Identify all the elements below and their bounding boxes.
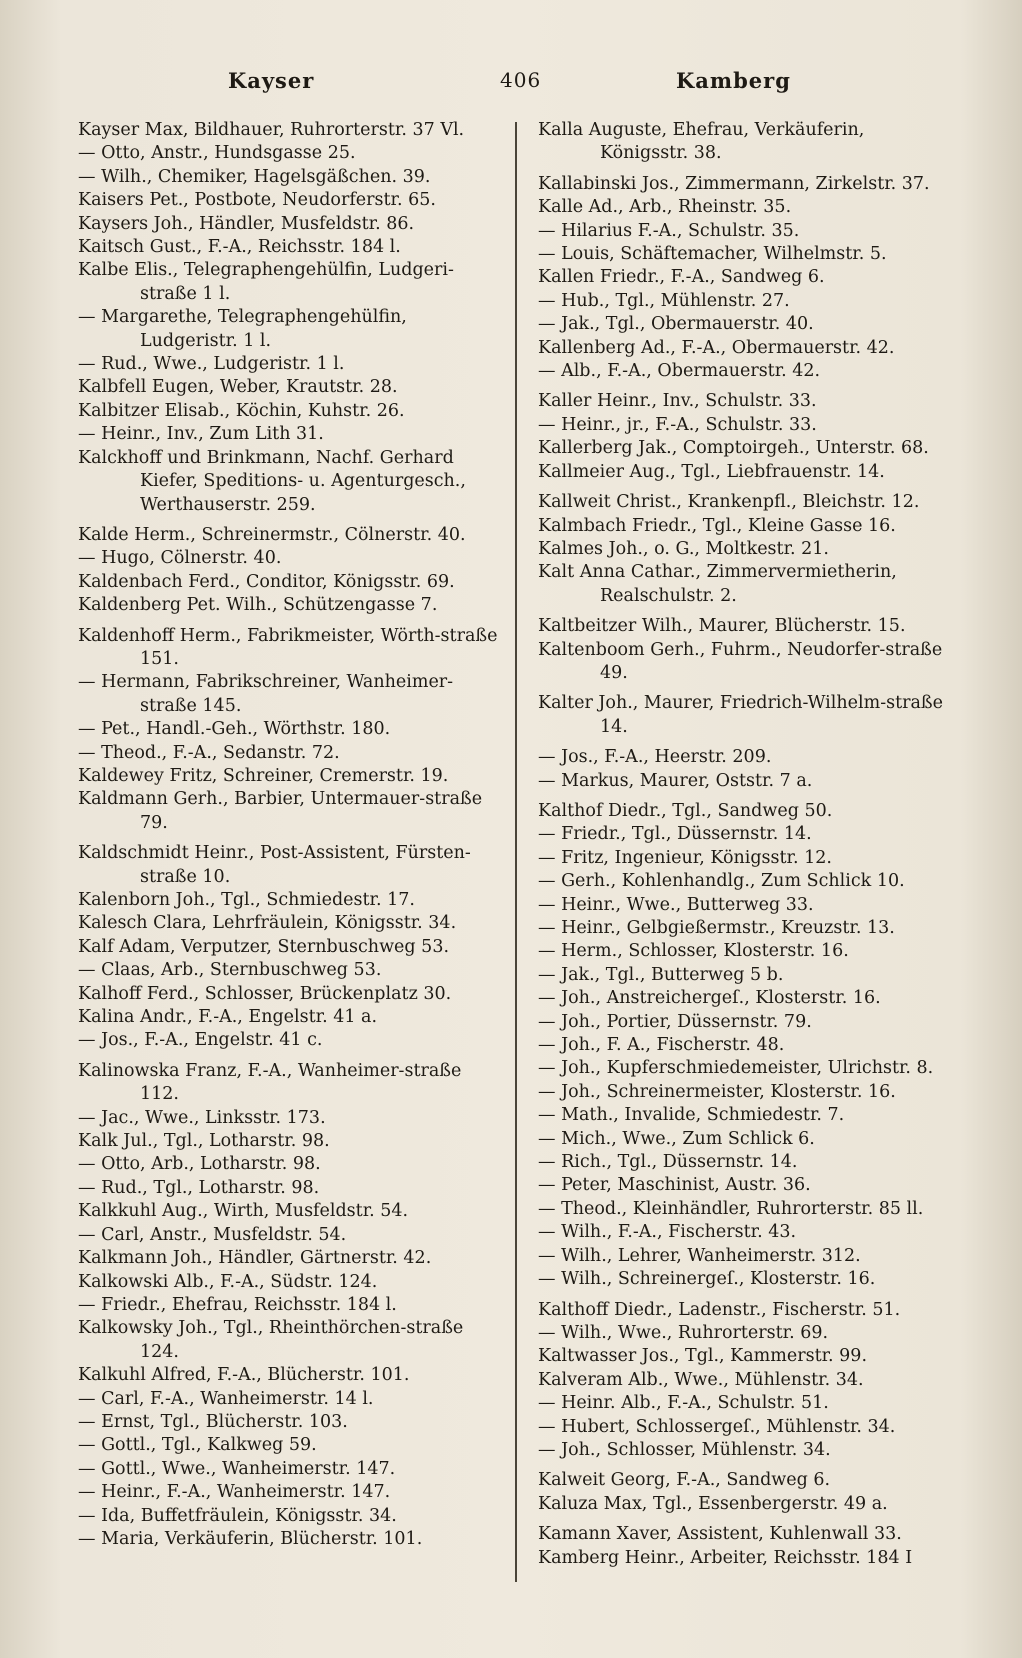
directory-entry: Kalkkuhl Aug., Wirth, Musfeldstr. 54. [78, 1201, 409, 1222]
directory-entry: — Joh., Schreinermeister, Klosterstr. 16. [538, 1081, 896, 1102]
directory-entry: Kaldschmidt Heinr., Post-Assistent, Fürsten-straße 10. [78, 843, 471, 887]
directory-entry: Kalbitzer Elisab., Köchin, Kuhstr. 26. [78, 400, 405, 421]
directory-entry: — Joh., Schlosser, Mühlenstr. 34. [538, 1439, 831, 1460]
directory-entry: Kallen Friedr., F.-A., Sandweg 6. [538, 267, 825, 288]
directory-entry: Kaldmann Gerh., Barbier, Untermauer-straße 79. [78, 789, 483, 833]
directory-entry: — Margarethe, Telegraphengehülfin, Ludgeristr. 1 l. [78, 307, 407, 351]
directory-entry: — Joh., Portier, Düssernstr. 79. [538, 1011, 812, 1032]
directory-entry: — Hilarius F.-A., Schulstr. 35. [538, 220, 800, 241]
directory-entry: — Carl, F.-A., Wanheimerstr. 14 l. [78, 1388, 374, 1409]
directory-entry: — Math., Invalide, Schmiedestr. 7. [538, 1105, 845, 1126]
directory-entry: — Claas, Arb., Sternbuschweg 53. [78, 960, 382, 981]
directory-entry: — Jos., F.-A., Heerstr. 209. [538, 747, 772, 768]
directory-entry: — Rud., Wwe., Ludgeristr. 1 l. [78, 354, 345, 375]
directory-entry: — Peter, Maschinist, Austr. 36. [538, 1175, 811, 1196]
directory-entry: — Otto, Arb., Lotharstr. 98. [78, 1154, 321, 1175]
directory-entry: Kalbfell Eugen, Weber, Krautstr. 28. [78, 377, 398, 398]
directory-entry: Kalina Andr., F.-A., Engelstr. 41 a. [78, 1007, 378, 1028]
directory-entry: Kaldewey Fritz, Schreiner, Cremerstr. 19. [78, 765, 449, 786]
directory-entry: Kalweit Georg, F.-A., Sandweg 6. [538, 1470, 831, 1491]
directory-entry: — Louis, Schäftemacher, Wilhelmstr. 5. [538, 244, 887, 265]
directory-entry: — Wilh., F.-A., Fischerstr. 43. [538, 1222, 797, 1243]
directory-entry: — Jos., F.-A., Engelstr. 41 c. [78, 1030, 323, 1051]
column-divider [515, 122, 517, 1582]
directory-entry: Kallerberg Jak., Comptoirgeh., Unterstr. 68. [538, 438, 929, 459]
directory-entry: — Hermann, Fabrikschreiner, Wanheimer-straße 145. [78, 672, 454, 716]
directory-entry: Kalthof Diedr., Tgl., Sandweg 50. [538, 800, 833, 821]
directory-entry: — Heinr., Gelbgießermstr., Kreuzstr. 13. [538, 918, 895, 938]
directory-entry: Kaller Heinr., Inv., Schulstr. 33. [538, 391, 817, 412]
directory-entry: Kaluza Max, Tgl., Essenbergerstr. 49 a. [538, 1493, 888, 1514]
directory-entry: Kalde Herm., Schreinermstr., Cölnerstr. 40. [78, 524, 466, 545]
directory-entry: Kalt Anna Cathar., Zimmervermietherin, Realschulstr. 2. [538, 562, 897, 606]
directory-entry: Kalk Jul., Tgl., Lotharstr. 98. [78, 1131, 330, 1152]
directory-entry: Kamann Xaver, Assistent, Kuhlenwall 33. [538, 1524, 902, 1545]
directory-entry: Kalle Ad., Arb., Rheinstr. 35. [538, 197, 792, 218]
directory-entry: — Herm., Schlosser, Klosterstr. 16. [538, 941, 849, 962]
directory-entry: — Maria, Verkäuferin, Blücherstr. 101. [78, 1528, 423, 1549]
header-left-word: Kayser [228, 68, 315, 93]
directory-entry: — Rich., Tgl., Düssernstr. 14. [538, 1152, 798, 1173]
directory-entry: — Pet., Handl.-Geh., Wörthstr. 180. [78, 719, 391, 740]
directory-entry: — Joh., F. A., Fischerstr. 48. [538, 1035, 785, 1056]
directory-entry: Kallmeier Aug., Tgl., Liebfrauenstr. 14. [538, 461, 885, 482]
directory-entry: Kalkowsky Joh., Tgl., Rheinthörchen-straße 124. [78, 1318, 464, 1362]
right-column [538, 119, 958, 1570]
directory-entry: Kaitsch Gust., F.-A., Reichsstr. 184 l. [78, 237, 401, 258]
directory-entry: — Gerh., Kohlenhandlg., Zum Schlick 10. [538, 871, 905, 892]
directory-entry: Kamberg Heinr., Arbeiter, Reichsstr. 184 I [538, 1547, 913, 1568]
left-column [78, 119, 498, 1551]
directory-entry: Kaisers Pet., Postbote, Neudorferstr. 65. [78, 190, 436, 211]
directory-entry: — Carl, Anstr., Musfeldstr. 54. [78, 1224, 347, 1245]
directory-entry: — Joh., Kupferschmiedemeister, Ulrichstr. 8. [538, 1058, 934, 1079]
directory-entry: Kalveram Alb., Wwe., Mühlenstr. 34. [538, 1369, 864, 1390]
directory-entry: Kaldenberg Pet. Wilh., Schützengasse 7. [78, 595, 438, 616]
directory-entry: Kalesch Clara, Lehrfräulein, Königsstr. 34. [78, 913, 457, 934]
directory-entry: — Theod., F.-A., Sedanstr. 72. [78, 742, 340, 763]
directory-entry: — Hub., Tgl., Mühlenstr. 27. [538, 290, 790, 311]
directory-entry: Kalenborn Joh., Tgl., Schmiedestr. 17. [78, 890, 415, 910]
directory-entry: — Mich., Wwe., Zum Schlick 6. [538, 1128, 815, 1149]
directory-entry: Kalckhoff und Brinkmann, Nachf. Gerhard Kiefer, Speditions- u. Agenturgesch., Werthauserstr. 259. [78, 447, 466, 515]
directory-entry: — Joh., Anstreichergeſ., Klosterstr. 16. [538, 988, 881, 1009]
directory-entry: Kaldenhoff Herm., Fabrikmeister, Wörth-straße 151. [78, 625, 498, 669]
directory-entry: — Hugo, Cölnerstr. 40. [78, 548, 282, 569]
directory-entry: — Otto, Anstr., Hundsgasse 25. [78, 143, 356, 164]
directory-entry: Kaltenboom Gerh., Fuhrm., Neudorfer-straße 49. [538, 639, 943, 683]
directory-entry: Kaltwasser Jos., Tgl., Kammerstr. 99. [538, 1346, 868, 1367]
directory-entry: Kayser Max, Bildhauer, Ruhrorterstr. 37 Vl. [78, 120, 465, 140]
directory-entry: — Wilh., Wwe., Ruhrorterstr. 69. [538, 1322, 829, 1343]
directory-entry: Kallenberg Ad., F.-A., Obermauerstr. 42. [538, 337, 895, 358]
directory-entry: — Alb., F.-A., Obermauerstr. 42. [538, 361, 821, 382]
running-header [80, 68, 950, 100]
directory-entry: Kalmbach Friedr., Tgl., Kleine Gasse 16. [538, 515, 896, 536]
directory-entry: Kalbe Elis., Telegraphengehülfin, Ludgeri-straße 1 l. [78, 260, 454, 304]
directory-entry: — Fritz, Ingenieur, Königsstr. 12. [538, 847, 832, 868]
directory-entry: — Gottl., Wwe., Wanheimerstr. 147. [78, 1458, 396, 1479]
directory-entry: — Wilh., Chemiker, Hagelsgäßchen. 39. [78, 166, 431, 187]
directory-entry: Kalmes Joh., o. G., Moltkestr. 21. [538, 538, 829, 559]
directory-entry: Kalinowska Franz, F.-A., Wanheimer-straße 112. [78, 1060, 462, 1105]
directory-entry: — Heinr., Inv., Zum Lith 31. [78, 424, 324, 445]
directory-entry: — Friedr., Ehefrau, Reichsstr. 184 l. [78, 1294, 397, 1315]
directory-entry: — Jac., Wwe., Linksstr. 173. [78, 1107, 326, 1128]
directory-entry: Kalthoff Diedr., Ladenstr., Fischerstr. 51. [538, 1299, 901, 1320]
header-right-word: Kamberg [676, 68, 791, 93]
directory-entry: — Ida, Buffetfräulein, Königsstr. 34. [78, 1505, 397, 1526]
directory-entry: — Wilh., Lehrer, Wanheimerstr. 312. [538, 1245, 861, 1266]
directory-entry: — Markus, Maurer, Oststr. 7 a. [538, 770, 813, 791]
directory-entry: — Wilh., Schreinergeſ., Klosterstr. 16. [538, 1269, 876, 1290]
directory-entry: — Friedr., Tgl., Düssernstr. 14. [538, 824, 812, 845]
directory-entry: — Hubert, Schlossergeſ., Mühlenstr. 34. [538, 1416, 896, 1437]
directory-entry: Kaldenbach Ferd., Conditor, Königsstr. 69. [78, 571, 455, 592]
directory-entry: — Theod., Kleinhändler, Ruhrorterstr. 85 ll. [538, 1198, 924, 1219]
directory-entry: Kallabinski Jos., Zimmermann, Zirkelstr. 37. [538, 173, 930, 194]
directory-entry: — Gottl., Tgl., Kalkweg 59. [78, 1435, 317, 1456]
directory-entry: Kalkmann Joh., Händler, Gärtnerstr. 42. [78, 1248, 432, 1269]
directory-entry: — Ernst, Tgl., Blücherstr. 103. [78, 1411, 348, 1432]
directory-entry: Kaltbeitzer Wilh., Maurer, Blücherstr. 15. [538, 616, 906, 637]
directory-entry: Kalf Adam, Verputzer, Sternbuschweg 53. [78, 936, 450, 957]
page-number: 406 [500, 68, 542, 92]
directory-entry: — Heinr., Wwe., Butterweg 33. [538, 894, 814, 915]
directory-entry: Kalla Auguste, Ehefrau, Verkäuferin, Königsstr. 38. [538, 120, 865, 164]
directory-entry: Kalkuhl Alfred, F.-A., Blücherstr. 101. [78, 1365, 410, 1386]
directory-entry: — Heinr., jr., F.-A., Schulstr. 33. [538, 414, 817, 435]
directory-entry: Kaysers Joh., Händler, Musfeldstr. 86. [78, 213, 415, 234]
directory-entry: — Jak., Tgl., Butterweg 5 b. [538, 964, 784, 985]
directory-entry: Kalhoff Ferd., Schlosser, Brückenplatz 30. [78, 983, 452, 1004]
directory-entry: — Heinr., F.-A., Wanheimerstr. 147. [78, 1482, 391, 1503]
directory-entry: — Rud., Tgl., Lotharstr. 98. [78, 1177, 320, 1198]
directory-entry: Kalkowski Alb., F.-A., Südstr. 124. [78, 1271, 378, 1292]
directory-entry: — Jak., Tgl., Obermauerstr. 40. [538, 314, 814, 335]
directory-entry: — Heinr. Alb., F.-A., Schulstr. 51. [538, 1393, 829, 1414]
directory-entry: Kalter Joh., Maurer, Friedrich-Wilhelm-straße 14. [538, 693, 943, 737]
directory-entry: Kallweit Christ., Krankenpfl., Bleichstr. 12. [538, 492, 920, 513]
